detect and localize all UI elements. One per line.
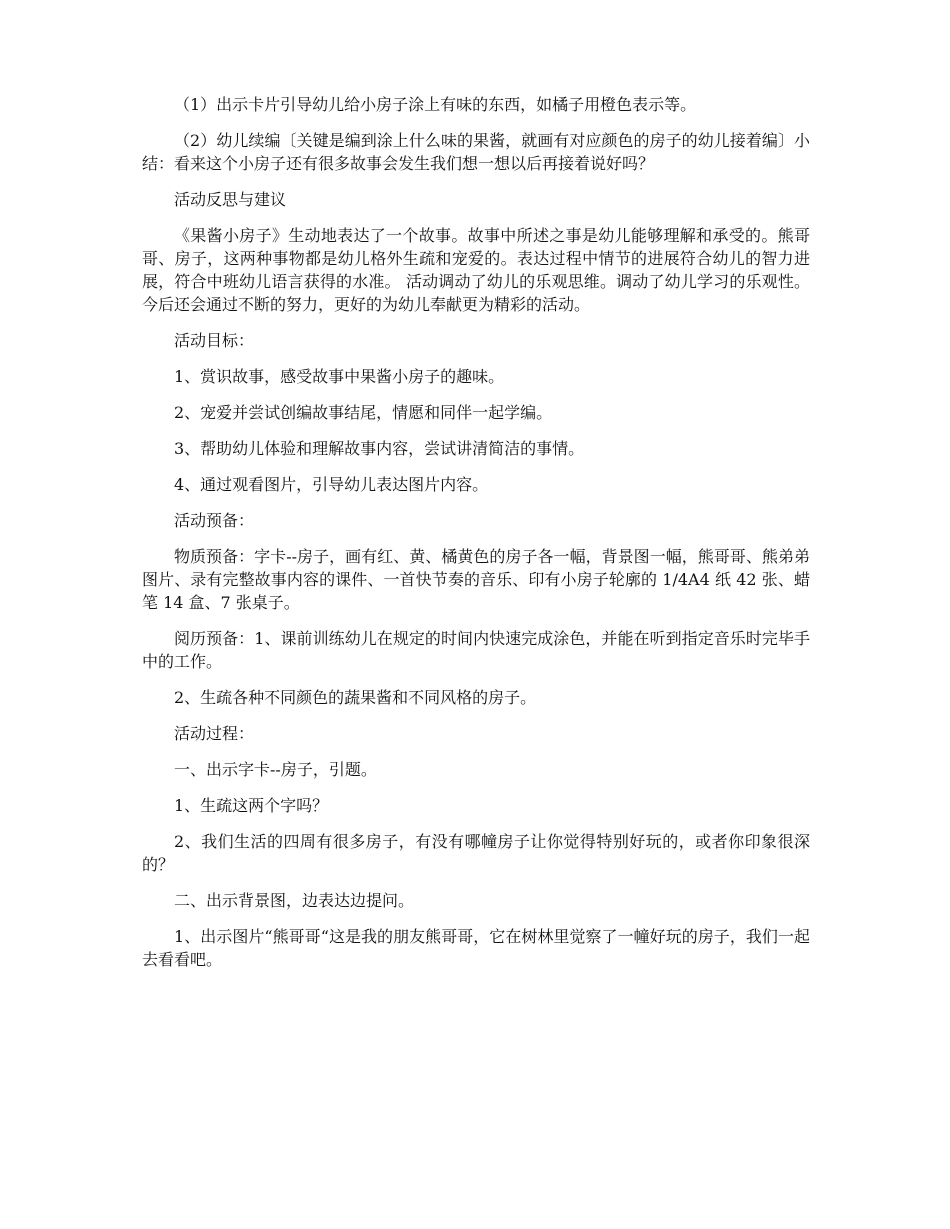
heading-preparation: 活动预备：	[174, 511, 255, 530]
list-item-goal-1: 1、赏识故事，感受故事中果酱小房子的趣味。	[174, 367, 505, 386]
section-step-1: 一、出示字卡--房子，引题。	[174, 760, 377, 779]
list-item-goal-2: 2、宠爱并尝试创编故事结尾，情愿和同伴一起学编。	[174, 403, 553, 422]
paragraph-card-prompt: （1）出示卡片引导幼儿给小房子涂上有味的东西，如橘子用橙色表示等。	[174, 95, 697, 114]
list-item-step-2-1: 1、出示图片“熊哥哥“这是我的朋友熊哥哥，它在树林里觉察了一幢好玩的房子，我们一起去看看吧。	[142, 927, 810, 969]
list-item-step-1-2: 2、我们生活的四周有很多房子，有没有哪幢房子让你觉得特别好玩的，或者你印象很深的？	[142, 832, 810, 874]
section-step-2: 二、出示背景图，边表达边提问。	[174, 891, 415, 910]
paragraph-reflection: 《果酱小房子》生动地表达了一个故事。故事中所述之事是幼儿能够理解和承受的。熊哥哥、房子，这两种事物都是幼儿格外生疏和宠爱的。表达过程中情节的进展符合幼儿的智力进展，符合中班幼儿语言获得的水准。 活动调动了幼儿的乐观思维。调动了幼儿学习的乐观性。今后还会通过不断的努力，更好的为幼儿奉献更为精彩的活动。	[142, 226, 810, 314]
heading-goals: 活动目标：	[174, 331, 255, 350]
list-item-goal-3: 3、帮助幼儿体验和理解故事内容，尝试讲清简洁的事情。	[174, 439, 585, 458]
heading-reflection: 活动反思与建议	[174, 190, 287, 209]
list-item-goal-4: 4、通过观看图片，引导幼儿表达图片内容。	[174, 475, 489, 494]
paragraph-experience-prep: 阅历预备：1、课前训练幼儿在规定的时间内快速完成涂色，并能在听到指定音乐时完毕手中的工作。	[142, 629, 810, 671]
paragraph-material-prep: 物质预备：字卡--房子，画有红、黄、橘黄色的房子各一幅，背景图一幅，熊哥哥、熊弟弟图片、录有完整故事内容的课件、一首快节奏的音乐、印有小房子轮廓的 1/4A4 纸 42 张、蜡笔 14 盒、7 张桌子。	[142, 547, 810, 612]
document-body	[142, 93, 810, 984]
list-item-prep-2: 2、生疏各种不同颜色的蔬果酱和不同风格的房子。	[174, 688, 537, 707]
list-item-step-1-1: 1、生疏这两个字吗？	[174, 796, 329, 815]
heading-process: 活动过程：	[174, 724, 255, 743]
paragraph-continue-story: （2）幼儿续编〔关键是编到涂上什么味的果酱，就画有对应颜色的房子的幼儿接着编〕小结：看来这个小房子还有很多故事会发生我们想一想以后再接着说好吗？	[142, 131, 810, 173]
